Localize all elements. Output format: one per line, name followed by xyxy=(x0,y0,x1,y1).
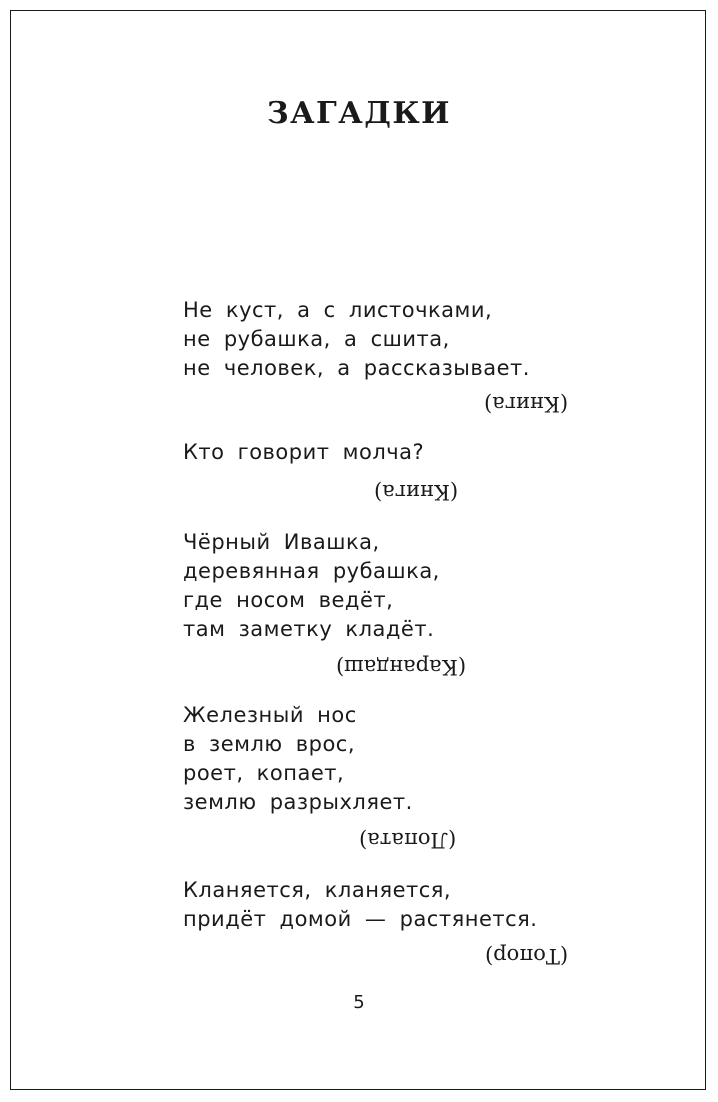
page-number: 5 xyxy=(353,992,365,1013)
riddle-1 xyxy=(183,296,530,383)
riddle-line: землю разрыхляет. xyxy=(183,790,413,814)
riddle-5-answer: (Топор) xyxy=(484,944,568,968)
riddle-3-answer: (Карандаш) xyxy=(335,655,466,679)
riddle-line: Кто говорит молча? xyxy=(183,440,425,464)
riddle-line: деревянная рубашка, xyxy=(183,559,440,583)
riddle-line: Кланяется, кланяется, xyxy=(183,878,452,902)
riddle-line: где носом ведёт, xyxy=(183,588,394,612)
riddle-line: Чёрный Ивашка, xyxy=(183,530,380,554)
page-title: ЗАГАДКИ xyxy=(266,96,452,131)
riddle-line: в землю врос, xyxy=(183,732,356,756)
riddle-line: Железный нос xyxy=(183,703,357,727)
riddle-line: там заметку кладёт. xyxy=(183,617,435,641)
riddle-line: не человек, а рассказывает. xyxy=(183,356,530,380)
riddle-4 xyxy=(183,701,413,817)
riddle-2-answer: (Книга) xyxy=(373,480,458,504)
riddle-1-answer: (Книга) xyxy=(483,392,568,416)
riddle-line: Не куст, а с листочками, xyxy=(183,298,493,322)
riddle-5 xyxy=(183,876,537,934)
riddle-3 xyxy=(183,528,440,644)
riddle-2 xyxy=(183,438,424,467)
riddle-4-answer: (Лопата) xyxy=(358,828,456,852)
riddle-line: не рубашка, а сшита, xyxy=(183,327,450,351)
riddle-line: роет, копает, xyxy=(183,761,345,785)
riddle-line: придёт домой — растянется. xyxy=(183,907,538,931)
